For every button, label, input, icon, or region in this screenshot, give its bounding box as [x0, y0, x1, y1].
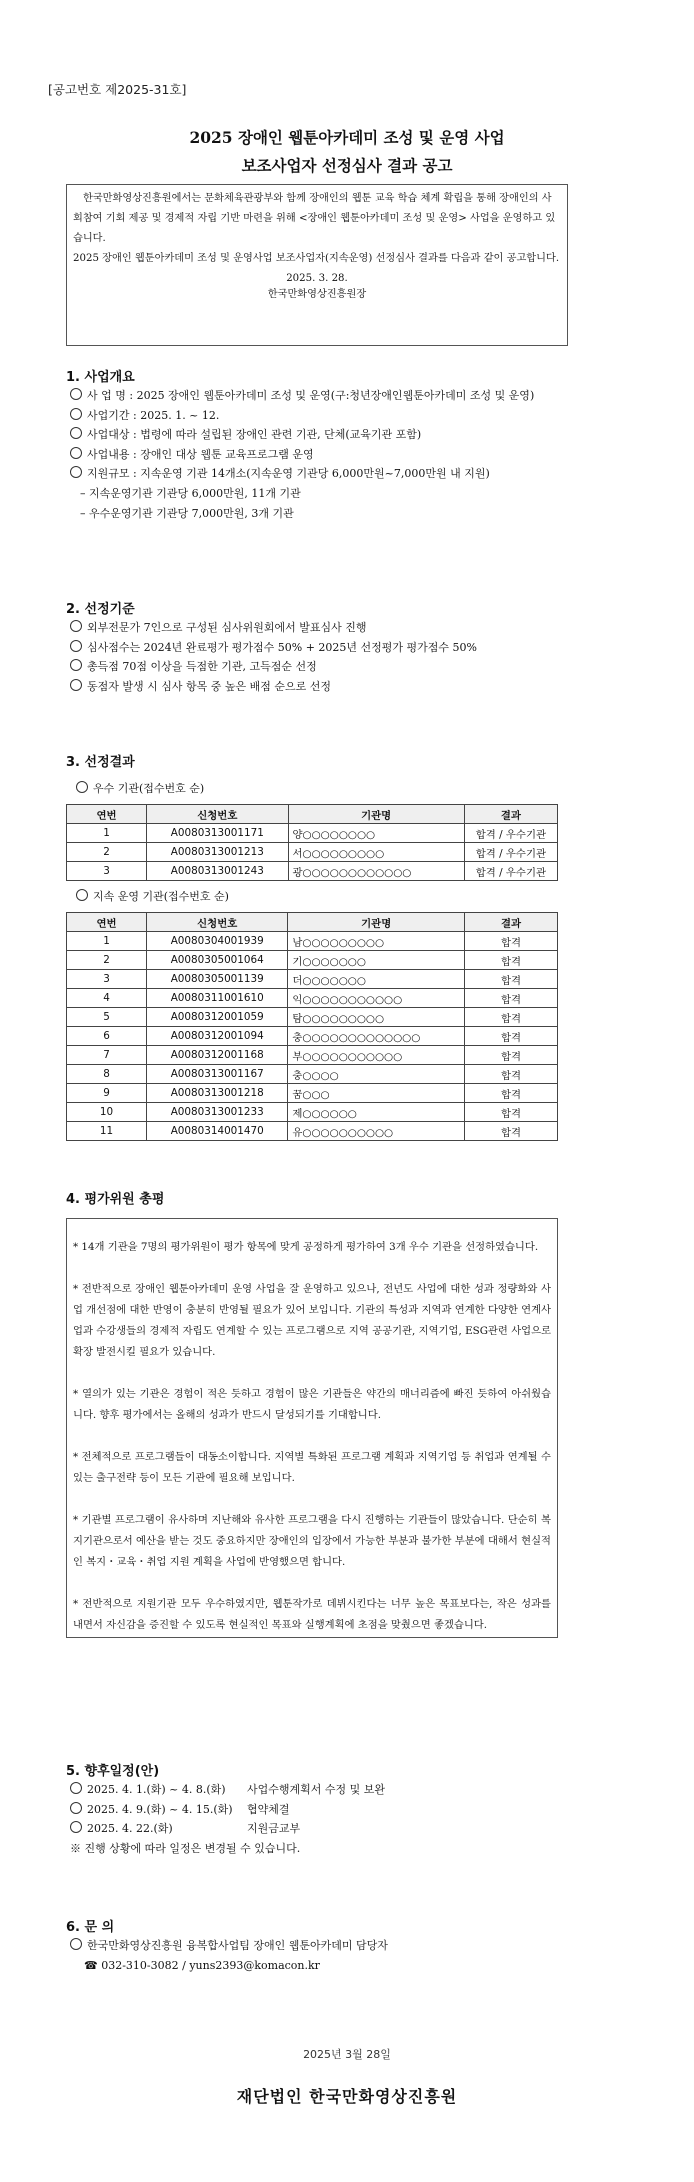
- cell-application-no: A0080313001218: [147, 1084, 288, 1103]
- cell-result: 합격: [465, 1103, 558, 1122]
- contact-list: [70, 1936, 388, 1975]
- cell-no: 1: [67, 824, 147, 843]
- cell-institution: 양○○○○○○○○: [288, 824, 464, 843]
- cell-result: 합격 / 우수기관: [464, 824, 557, 843]
- table-row: [67, 1103, 558, 1122]
- circle-bullet-icon: [70, 679, 82, 691]
- circle-bullet-icon: [70, 447, 82, 459]
- circle-bullet-icon: [70, 620, 82, 632]
- cell-application-no: A0080312001059: [147, 1008, 288, 1027]
- schedule-item: 2025. 4. 9.(화) ~ 4. 15.(화) 협약체결: [70, 1800, 385, 1820]
- col-header-result: 결과: [464, 805, 557, 824]
- cell-no: 1: [67, 932, 147, 951]
- list-item: 심사점수는 2024년 완료평가 평가점수 50% + 2025년 선정평가 평가점수 50%: [70, 638, 477, 658]
- cell-no: 10: [67, 1103, 147, 1122]
- cell-institution: 충○○○○: [288, 1065, 465, 1084]
- cell-application-no: A0080313001243: [147, 862, 288, 881]
- cell-no: 8: [67, 1065, 147, 1084]
- evaluation-comments-box: [66, 1218, 558, 1638]
- cell-no: 5: [67, 1008, 147, 1027]
- circle-bullet-icon: [70, 640, 82, 652]
- cell-result: 합격: [465, 951, 558, 970]
- col-header-no: 연번: [67, 913, 147, 932]
- circle-bullet-icon: [70, 466, 82, 478]
- circle-bullet-icon: [70, 427, 82, 439]
- list-item: 사업기간 : 2025. 1. ~ 12.: [70, 406, 534, 426]
- sub-list-item: – 우수운영기관 기관당 7,000만원, 3개 기관: [80, 506, 294, 520]
- schedule-item: 2025. 4. 1.(화) ~ 4. 8.(화) 사업수행계획서 수정 및 보완: [70, 1780, 385, 1800]
- circle-bullet-icon: [76, 781, 88, 793]
- evaluation-comment: * 전반적으로 지원기관 모두 우수하였지만, 웹툰작가로 데뷔시킨다는 너무 높은 목표보다는, 작은 성과를 내면서 자신감을 증진할 수 있도록 현실적인 목표와 실행계획에 초점을 맞췄으면 좋겠습니다.: [73, 1598, 551, 1631]
- document-title-line2: 보조사업자 선정심사 결과 공고: [241, 156, 453, 175]
- circle-bullet-icon: [70, 408, 82, 420]
- table-row: [67, 862, 558, 881]
- circle-bullet-icon: [70, 1821, 82, 1833]
- cell-no: 2: [67, 951, 147, 970]
- excellent-label: 우수 기관(접수번호 순): [76, 780, 204, 796]
- cell-no: 11: [67, 1122, 147, 1141]
- list-item: 동점자 발생 시 심사 항목 중 높은 배점 순으로 선정: [70, 677, 477, 697]
- cell-result: 합격 / 우수기관: [464, 843, 557, 862]
- circle-bullet-icon: [70, 659, 82, 671]
- table-header-row: [67, 913, 558, 932]
- table-row: [67, 843, 558, 862]
- table-row: [67, 951, 558, 970]
- cell-application-no: A0080313001167: [147, 1065, 288, 1084]
- col-header-application-no: 신청번호: [147, 805, 288, 824]
- footer-organization: 재단법인 한국만화영상진흥원: [236, 2087, 458, 2106]
- list-item: 사업대상 : 법령에 따라 설립된 장애인 관련 기관, 단체(교육기관 포함): [70, 425, 534, 445]
- cell-result: 합격 / 우수기관: [464, 862, 557, 881]
- list-item: 총득점 70점 이상을 득점한 기관, 고득점순 선정: [70, 657, 477, 677]
- cell-institution: 남○○○○○○○○○: [288, 932, 465, 951]
- section1-heading: 1. 사업개요: [66, 370, 135, 385]
- evaluation-comment: * 전체적으로 프로그램들이 대동소이합니다. 지역별 특화된 프로그램 계획과 지역기업 등 취업과 연계될 수 있는 출구전략 등이 모든 기관에 필요해 보입니다.: [73, 1451, 551, 1484]
- col-header-no: 연번: [67, 805, 147, 824]
- notice-number: [공고번호 제2025-31호]: [48, 82, 187, 97]
- col-header-result: 결과: [465, 913, 558, 932]
- cell-result: 합격: [465, 970, 558, 989]
- schedule-note: ※ 진행 상황에 따라 일정은 변경될 수 있습니다.: [70, 1841, 301, 1855]
- cell-institution: 더○○○○○○○: [288, 970, 465, 989]
- sub-list-item: – 지속운영기관 기관당 6,000만원, 11개 기관: [80, 486, 301, 500]
- cell-institution: 탐○○○○○○○○○: [288, 1008, 465, 1027]
- circle-bullet-icon: [70, 1802, 82, 1814]
- evaluation-comment: * 14개 기관을 7명의 평가위원이 평가 항목에 맞게 공정하게 평가하여 3개 우수 기관을 선정하였습니다.: [73, 1241, 539, 1253]
- table-row: [67, 1027, 558, 1046]
- cell-result: 합격: [465, 1027, 558, 1046]
- cell-application-no: A0080314001470: [147, 1122, 288, 1141]
- section3-heading: 3. 선정결과: [66, 755, 135, 770]
- footer-date: 2025년 3월 28일: [303, 2048, 391, 2061]
- section4-heading: 4. 평가위원 총평: [66, 1192, 165, 1207]
- cell-no: 4: [67, 989, 147, 1008]
- cell-result: 합격: [465, 989, 558, 1008]
- cell-institution: 기○○○○○○○: [288, 951, 465, 970]
- cell-institution: 유○○○○○○○○○○: [288, 1122, 465, 1141]
- cell-application-no: A0080312001094: [147, 1027, 288, 1046]
- col-header-institution: 기관명: [288, 805, 464, 824]
- evaluation-comment: * 전반적으로 장애인 웹툰아카데미 운영 사업을 잘 운영하고 있으나, 전년도 사업에 대한 성과 정량화와 사업 개선점에 대한 반영이 충분히 반영될 필요가 있어 보입니다. 기관의 특성과 지역과 연계한 다양한 연계사업과 수강생들의 경제적 자립도 연계할 수 있는 프로그램으로 지역 공공기관, 지역기업, ESG관련 사업으로 확장 발전시킬 필요가 있습니다.: [73, 1283, 551, 1358]
- cell-no: 3: [67, 970, 147, 989]
- section2-list: [70, 618, 477, 696]
- intro-box: [66, 184, 568, 346]
- cell-application-no: A0080312001168: [147, 1046, 288, 1065]
- section6-heading: 6. 문 의: [66, 1920, 115, 1935]
- table-row: [67, 1008, 558, 1027]
- intro-date: 2025. 3. 28.: [286, 273, 348, 284]
- list-item: 지원규모 : 지속운영 기관 14개소(지속운영 기관당 6,000만원~7,000만원 내 지원): [70, 464, 534, 484]
- list-item: 사 업 명 : 2025 장애인 웹툰아카데미 조성 및 운영(구:청년장애인웹툰아카데미 조성 및 운영): [70, 386, 534, 406]
- cell-application-no: A0080305001064: [147, 951, 288, 970]
- table-row: [67, 1084, 558, 1103]
- cell-application-no: A0080313001213: [147, 843, 288, 862]
- circle-bullet-icon: [70, 1938, 82, 1950]
- cell-no: 6: [67, 1027, 147, 1046]
- excellent-table: [66, 804, 558, 881]
- phone-icon: ☎: [84, 1958, 98, 1972]
- col-header-application-no: 신청번호: [147, 913, 288, 932]
- list-item: 사업내용 : 장애인 대상 웹툰 교육프로그램 운영: [70, 445, 534, 465]
- cell-institution: 익○○○○○○○○○○○: [288, 989, 465, 1008]
- cell-no: 7: [67, 1046, 147, 1065]
- cell-institution: 부○○○○○○○○○○○: [288, 1046, 465, 1065]
- section1-list: [70, 386, 534, 523]
- cell-institution: 충○○○○○○○○○○○○○: [288, 1027, 465, 1046]
- continuing-table: [66, 912, 558, 1141]
- contact-email-link[interactable]: 032-310-3082 / yuns2393@komacon.kr: [101, 1958, 320, 1972]
- cell-application-no: A0080313001233: [147, 1103, 288, 1122]
- intro-paragraph-2: 2025 장애인 웹툰아카데미 조성 및 운영사업 보조사업자(지속운영) 선정심사 결과를 다음과 같이 공고합니다.: [73, 253, 560, 264]
- cell-application-no: A0080311001610: [147, 989, 288, 1008]
- cell-institution: 제○○○○○○: [288, 1103, 465, 1122]
- table-row: [67, 1065, 558, 1084]
- cell-no: 3: [67, 862, 147, 881]
- circle-bullet-icon: [76, 889, 88, 901]
- cell-result: 합격: [465, 1008, 558, 1027]
- cell-result: 합격: [465, 1065, 558, 1084]
- contact-item: 한국만화영상진흥원 융복합사업팀 장애인 웹툰아카데미 담당자: [70, 1936, 388, 1956]
- contact-phone-email: [70, 1956, 388, 1976]
- table-row: [67, 824, 558, 843]
- section5-heading: 5. 향후일정(안): [66, 1764, 160, 1779]
- cell-application-no: A0080304001939: [147, 932, 288, 951]
- cell-institution: 서○○○○○○○○○: [288, 843, 464, 862]
- circle-bullet-icon: [70, 388, 82, 400]
- evaluation-comment: * 열의가 있는 기관은 경험이 적은 듯하고 경험이 많은 기관들은 약간의 매너리즘에 빠진 듯하여 아쉬웠습니다. 향후 평가에서는 올해의 성과가 반드시 달성되기를 기대합니다.: [73, 1388, 551, 1421]
- cell-no: 2: [67, 843, 147, 862]
- list-item: 외부전문가 7인으로 구성된 심사위원회에서 발표심사 진행: [70, 618, 477, 638]
- table-row: [67, 1122, 558, 1141]
- table-row: [67, 1046, 558, 1065]
- schedule-list: [70, 1780, 385, 1858]
- col-header-institution: 기관명: [288, 913, 465, 932]
- cell-result: 합격: [465, 932, 558, 951]
- cell-no: 9: [67, 1084, 147, 1103]
- cell-result: 합격: [465, 1084, 558, 1103]
- evaluation-comment: * 기관별 프로그램이 유사하며 지난해와 유사한 프로그램을 다시 진행하는 기관들이 많았습니다. 단순히 복지기관으로서 예산을 받는 것도 중요하지만 장애인의 입장에서 가능한 부분과 불가한 부분에 대해서 현실적인 복지・교육・취업 지원 계획을 사업에 반영했으면 합니다.: [73, 1514, 551, 1568]
- cell-result: 합격: [465, 1122, 558, 1141]
- table-header-row: [67, 805, 558, 824]
- schedule-item: 2025. 4. 22.(화) 지원금교부: [70, 1819, 385, 1839]
- intro-signer: 한국만화영상진흥원장: [267, 289, 367, 300]
- table-row: [67, 989, 558, 1008]
- cell-application-no: A0080313001171: [147, 824, 288, 843]
- table-row: [67, 932, 558, 951]
- document-title-line1: 2025 장애인 웹툰아카데미 조성 및 운영 사업: [189, 128, 505, 147]
- intro-paragraph-1: 한국만화영상진흥원에서는 문화체육관광부와 함께 장애인의 웹툰 교육 학습 체계 확립을 통해 장애인의 사회참여 기회 제공 및 경제적 자립 기반 마련을 위해 <장애인 웹툰아카데미 조성 및 운영> 사업을 운영하고 있습니다.: [73, 193, 556, 244]
- cell-result: 합격: [465, 1046, 558, 1065]
- continuing-label: 지속 운영 기관(접수번호 순): [76, 888, 229, 904]
- table-row: [67, 970, 558, 989]
- cell-institution: 꿈○○○: [288, 1084, 465, 1103]
- circle-bullet-icon: [70, 1782, 82, 1794]
- cell-application-no: A0080305001139: [147, 970, 288, 989]
- cell-institution: 광○○○○○○○○○○○○: [288, 862, 464, 881]
- section2-heading: 2. 선정기준: [66, 602, 135, 617]
